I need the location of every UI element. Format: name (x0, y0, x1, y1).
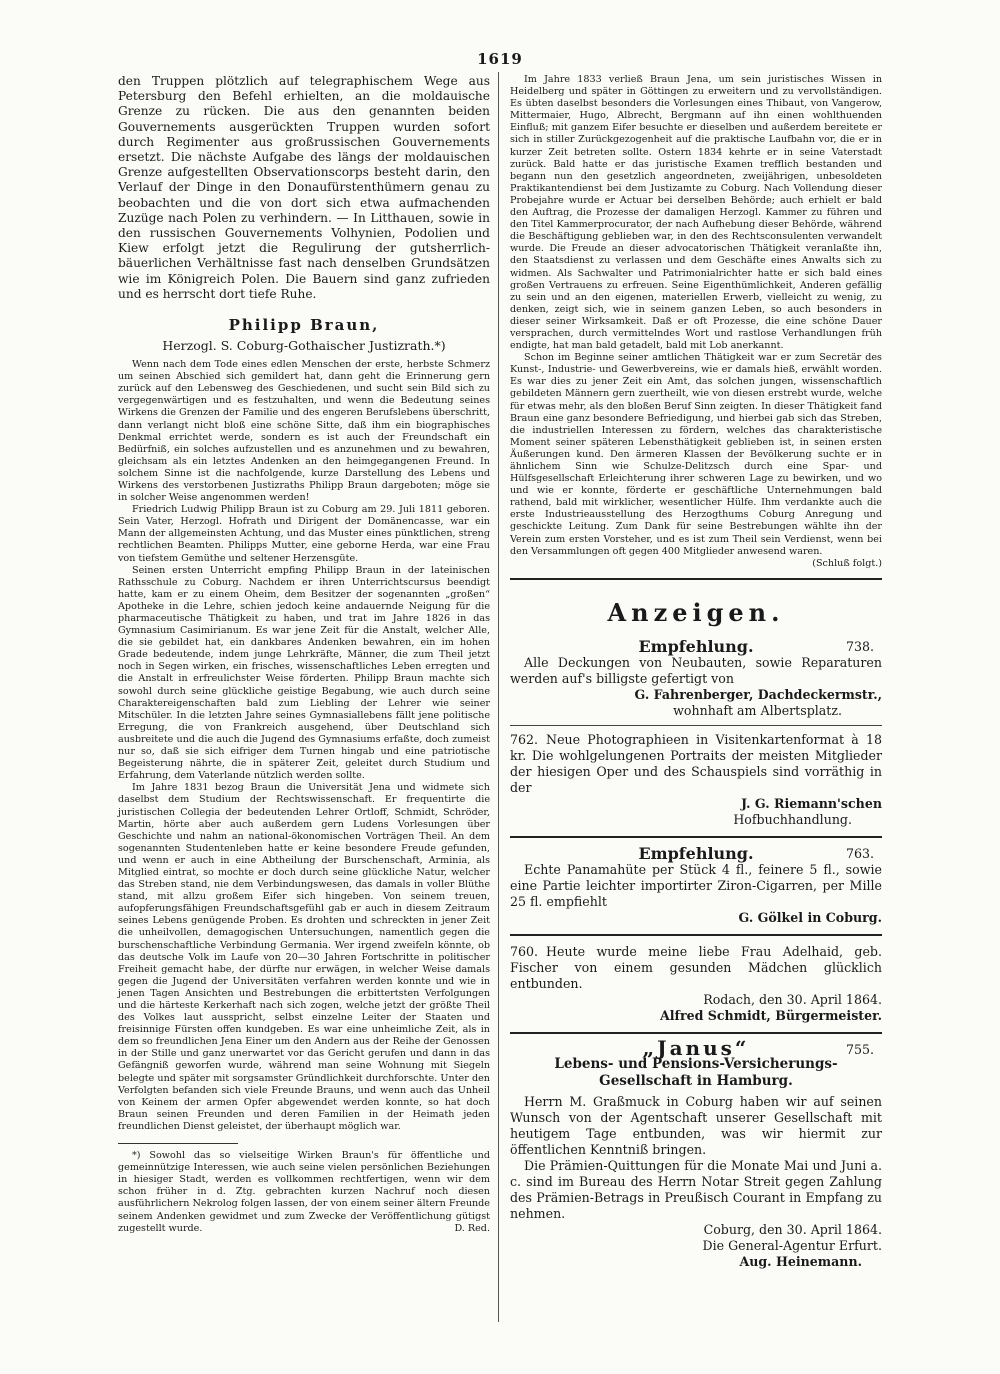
ad-760 (510, 944, 882, 1024)
ad-signature-line2: wohnhaft am Albertsplatz. (673, 702, 842, 718)
ad-text: Echte Panamahüte per Stück 4 fl., feinere 5 fl., sowie eine Partie leichter importirter Ziron-Cigarren, per Mille 25 fl. empfiehlt (510, 861, 882, 909)
janus-title: „Janus“ (642, 1035, 750, 1060)
ad-rule (510, 1032, 882, 1034)
janus-paragraph: Die Prämien-Quittungen für die Monate Mai und Juni a. c. sind im Bureau des Herrn Notar Streit gegen Zahlung des Prämien-Betrags in Preußisch Courant in Empfang zu nehmen. (510, 1157, 882, 1221)
janus-place-date: Coburg, den 30. April 1864. (703, 1221, 882, 1237)
ad-763 (510, 843, 882, 926)
ad-signature: Alfred Schmidt, Bürgermeister. (659, 1007, 882, 1023)
janus-subtitle: Lebens- und Pensions-Versicherungs-Gesellschaft in Hamburg. (554, 1055, 838, 1089)
article-paragraph: Im Jahre 1833 verließ Braun Jena, um sein juristisches Wissen in Heidelberg und später in Göttingen zu erweitern und zu vervollständigen. Es übten daselbst besonders die Vorlesungen eines Thibaut, von Vangerow, Mittermaier, Hugo, Albrecht, Bergmann auf ihn einen wohlthuenden Einfluß; mit ganzem Eifer besuchte er dieselben und außerdem bereitete er sich in stiller Zurückgezogenheit auf die praktische Laufbahn vor, die er in kurzer Zeit betreten sollte. Ostern 1834 kehrte er in seine Vaterstadt zurück. Bald hatte er das juristische Examen trefflich bestanden und begann nun den gesetzlich angeordneten, zweijährigen, unbesoldeten Praktikantendienst bei dem Justizamte zu Coburg. Nach Vollendung dieser Probejahre wurde er Actuar bei derselben Behörde; auch erhielt er bald den Auftrag, die Prozesse der damaligen Herzogl. Kammer zu führen und den Titel Kammerprocurator, der nach Aufhebung dieser Behörde, während die Beschäftigung geblieben war, in den des Rechtsconsulenten verwandelt wurde. Die Freude an dieser advocatorischen Thätigkeit veranlaßte ihn, den Staatsdienst zu verlassen und dem Geschäfte eines Anwalts sich zu widmen. Als Sachwalter und Patrimonialrichter hatte er sich bald eines großen Vertrauens zu erfreuen. Seine Eigenthümlichkeit, Anderen gefällig zu sein und an den eigenen, materiellen Erwerb, vielleicht zu wenig, zu denken, zeigt sich, wie in seinem ganzen Leben, so auch besonders in dieser seiner Wirksamkeit. Daß er oft Prozesse, die eine schöne Dauer versprachen, durch vermittelndes Wort und rastlose Verhandlungen früh endigte, hat man bald getadelt, bald mit Lob anerkannt. (510, 74, 882, 352)
ad-title: Empfehlung. (638, 636, 754, 656)
right-column (510, 74, 882, 1270)
janus-paragraph: Herrn M. Graßmuck in Coburg haben wir auf seinen Wunsch von der Agentschaft unserer Gesellschaft mit heutigem Tage entbunden, was wir hiermit zur öffentlichen Kenntniß bringen. (510, 1093, 882, 1157)
obituary-name: Philipp Braun, (228, 316, 380, 335)
ad-755 (510, 1035, 882, 1270)
ad-signature-line2: Hofbuchhandlung. (733, 811, 852, 827)
footnote-signature: D. Red. (454, 1222, 490, 1234)
ad-738 (510, 636, 882, 719)
ad-title: Empfehlung. (638, 843, 754, 863)
section-rule (510, 578, 882, 580)
ad-text: Alle Deckungen von Neubauten, sowie Reparaturen werden auf's billigste gefertigt von (510, 654, 882, 686)
left-column (118, 74, 490, 1235)
column-rule (498, 72, 499, 1322)
footnote-rule (118, 1143, 238, 1144)
ad-signature: G. Gölkel in Coburg. (738, 909, 882, 925)
ad-762 (510, 732, 882, 828)
footnote-text: *) Sowohl das so vielseitige Wirken Braun's für öffentliche und gemeinnützige Interessen, wie auch seine vielen persönlichen Beziehungen in hiesiger Stadt, werden es vollkommen rechtfertigen, wenn wir dem schon früher in d. Ztg. gebrachten kurzen Nachruf noch diesen ausführlichern Nekrolog folgen lassen, der von einem seiner ältern Freunde seinem Andenken gewidmet und zum Zwecke der Veröffentlichung gütigst zugestellt wurde. (118, 1150, 490, 1234)
ad-signature: G. Fahrenberger, Dachdeckermstr., (634, 686, 882, 702)
obituary-paragraph: Wenn nach dem Tode eines edlen Menschen der erste, herbste Schmerz um seinen Abschied sich gemildert hat, dann geht die Erinnerung gern zurück auf den Lebensweg des Geschiedenen, und sucht sein Bild sich zu vergegenwärtigen und es festzuhalten, und wenn die Bedeutung seines Wirkens die Grenzen der Familie und des engeren Berufslebens überschritt, dann verlangt nicht bloß eine schöne Sitte, daß ihm ein biographisches Denkmal errichtet werde, sondern es ist auch der Freundschaft ein Bedürfniß, ein solches aufzustellen und es anzunehmen und zu bewahren, gleichsam als ein letztes Andenken an den heimgegangenen Freund. In solchem Sinne ist die nachfolgende, kurze Darstellung des Lebens und Wirkens des verstorbenen Justizraths Philipp Braun dargeboten; möge sie in solcher Weise angenommen werden! (118, 359, 490, 504)
article-paragraph: Schon im Beginne seiner amtlichen Thätigkeit war er zum Secretär des Kunst-, Industrie- und Gewerbvereins, wie er damals hieß, erwählt worden. Es war dies zu jener Zeit ein Amt, das solchen jungen, wissenschaftlich gebildeten Männern gern zuertheilt, wie von diesen erstrebt wurde, welche für etwas mehr, als den bloßen Beruf Sinn zeigten. In dieser Thätigkeit fand Braun eine ganz besondere Befriedigung, und hierbei gab sich das Streben, die industriellen Interessen zu fördern, welches das charakteristische Moment seiner späteren Lebensthätigkeit geblieben ist, in seinen ersten Äußerungen kund. Den ärmeren Klassen der Bevölkerung suchte er in ähnlichem Sinn wie Schulze-Delitzsch durch eine Spar- und Hülfsgesellschaft Erleichterung ihrer schweren Lage zu bewirken, und wo und wie er konnte, förderte er geschäftliche Unternehmungen bald rathend, bald mit wirklicher, wesentlicher Hülfe. Ihm verdankte auch die erste Industrieausstellung des Herzogthums Coburg Anregung und geschickte Leitung. Zum Dank für seine Bestrebungen wählte ihn der Verein zum ersten Vorsteher, und es ist zum Theil sein Verdienst, wenn bei den Versammlungen oft gegen 400 Mitglieder anwesend waren. (510, 352, 882, 557)
obituary-paragraph: Seinen ersten Unterricht empfing Philipp Braun in der lateinischen Rathsschule zu Coburg. Nachdem er ihren Unterrichtscursus beendigt hatte, kam er zu einem Oheim, dem Besitzer der sogenannten „großen“ Apotheke in die Lehre, schien jedoch keine andauernde Neigung für die pharmaceutische Thätigkeit zu haben, und trat im Jahre 1826 in das Gymnasium Casimirianum. Es war jene Zeit für die Anstalt, welcher Alle, die sie gebildet hat, ein dankbares Andenken bewahren, ein im hohen Grade bedeutende, indem junge Lehrkräfte, Männer, die zum Theil jetzt noch in Segen wirken, ein frisches, wissenschaftliches Leben erregten und die Anstalt in erfreulichster Weise förderten. Philipp Braun machte sich sowohl durch seine glückliche geistige Begabung, wie auch durch seine Charaktereigenschaften bald zum Liebling der Lehrer wie seiner Mitschüler. In die letzten Jahre seines Gymnasiallebens fällt jene politische Erregung, die von Frankreich ausgehend, über Deutschland sich ausbreitete und die auch die Jugend des Gymnasiums erfaßte, doch zumeist nur so, daß sie sich eifriger dem Turnen hingab und eine patriotische Begeisterung nährte, die in späterer Zeit, geleitet durch Studium und Erfahrung, dem Vaterlande nützlich werden sollte. (118, 564, 490, 782)
ad-rule (510, 725, 882, 726)
ad-place-date: Rodach, den 30. April 1864. (703, 991, 882, 1007)
footnote (118, 1150, 490, 1235)
obituary-paragraph: Friedrich Ludwig Philipp Braun ist zu Coburg am 29. Juli 1811 geboren. Sein Vater, Herzogl. Hofrath und Dirigent der Domänencasse, war ein Mann der allgemeinsten Achtung, und das Muster eines pünktlichen, streng rechtlichen Beamten. Philipps Mutter, eine geborne Herda, war eine Frau von tiefstem Gemüthe und seltener Herzensgüte. (118, 504, 490, 564)
janus-signature-name: Aug. Heinemann. (739, 1253, 862, 1269)
obituary-title: Herzogl. S. Coburg-Gothaischer Justizrath.*) (162, 338, 446, 354)
ad-text: Neue Photographieen in Visitenkartenformat à 18 kr. Die wohlgelungenen Portraits der meisten Mitglieder der hiesigen Oper und des Schauspiels sind vorräthig in der (510, 731, 882, 795)
ad-number: 738. (845, 638, 874, 654)
ad-number: 763. (845, 845, 874, 861)
ad-rule (510, 836, 882, 838)
article-continued: (Schluß folgt.) (812, 557, 882, 569)
ad-rule (510, 934, 882, 936)
ad-number: 760. (510, 943, 539, 959)
obituary-paragraph: Im Jahre 1831 bezog Braun die Universität Jena und widmete sich daselbst dem Studium der Rechtswissenschaft. Er frequentirte die juristischen Collegia der bedeutenden Lehrer Ortloff, Schmidt, Schröder, Martin, hörte aber auch außerdem gern Ludens Vorlesungen über Geschichte und nahm an national-ökonomischen Vorträgen Theil. An dem sogenannten Studentenleben hatte er keine besondere Freude gefunden, und wenn er auch in eine Abtheilung der Burschenschaft, Arminia, als Mitglied eintrat, so mochte er doch durch seine glückliche Natur, welcher das Streben stand, nie dem Verbindungswesen, das damals in voller Blüthe stand, mit allzu großem Eifer sich hingeben. Von seinem treuen, aufopferungsfähigen Freundschaftsgefühl gab er auch in diesem Zeitraum seines Lebens genügende Proben. Es drohten und schreckten in jener Zeit die unheilvollen, demagogischen Untersuchungen, namentlich gegen die burschenschaftliche Verbindung Germania. Wer irgend zweifeln könnte, ob das deutsche Volk im Laufe von 20—30 Jahren Fortschritte in politischer Freiheit gemacht habe, der dürfte nur erwägen, in welcher Weise damals gegen die Jugend der Universitäten verfahren werden konnte und wie in jenen Tagen Ansichten und Bestrebungen die erbittertsten Verfolgungen und die härteste Kerkerhaft nach sich zogen, welche jetzt der größte Theil des Volkes laut ausspricht, selbst einzelne Leiter der Staaten und freisinnige Fürsten offen kundgeben. Es war eine unheimliche Zeit, als in dem so freundlichen Jena Einer um den Andern aus der Reihe der Genossen in der Stille und ganz unerwartet vor das Gericht gerufen und dann in das Gefängniß geworfen wurde, während man seine Wohnung mit Siegeln belegte und später mit sorgsamster Gründlichkeit durchforschte. Unter den Verfolgten befanden sich viele Freunde Brauns, und wenn auch das Unheil von Keinem der armen Opfer abgewendet werden konnte, so hat doch Braun seinen Freunden und deren Familien in der Heimath jeden freundlichen Dienst geleistet, der überhaupt möglich war. (118, 782, 490, 1132)
intro-paragraph: den Truppen plötzlich auf telegraphischem Wege aus Petersburg den Befehl erhielten, an die moldauische Grenze zu rücken. Die aus den genannten beiden Gouvernements ausgerückten Truppen wurden sofort durch Regimenter aus großrussischen Gouvernements ersetzt. Die nächste Aufgabe des längs der moldauischen Grenze aufgestellten Observationscorps besteht darin, den Verlauf der Dinge in den Donaufürstenthümern genau zu beobachten und die von dort sich etwa aufmachenden Zuzüge nach Polen zu verhindern. — In Litthauen, sowie in den russischen Gouvernements Volhynien, Podolien und Kiew erfolgt jetzt die Regulirung der gutsherrlich-bäuerlichen Verhältnisse fast nach denselben Grundsätzen wie im Königreich Polen. Die Bauern sind ganz zufrieden und es herrscht dort tiefe Ruhe. (118, 74, 490, 301)
janus-signature: Die General-Agentur Erfurt. (702, 1237, 882, 1253)
ad-number: 762. (510, 731, 539, 747)
ad-number: 755. (845, 1041, 874, 1057)
anzeigen-heading: Anzeigen. (607, 597, 785, 627)
ad-signature: J. G. Riemann'schen (741, 795, 882, 811)
ad-text: Heute wurde meine liebe Frau Adelhaid, geb. Fischer von einem gesunden Mädchen glücklich entbunden. (510, 943, 882, 991)
page-number: 1619 (477, 50, 523, 68)
